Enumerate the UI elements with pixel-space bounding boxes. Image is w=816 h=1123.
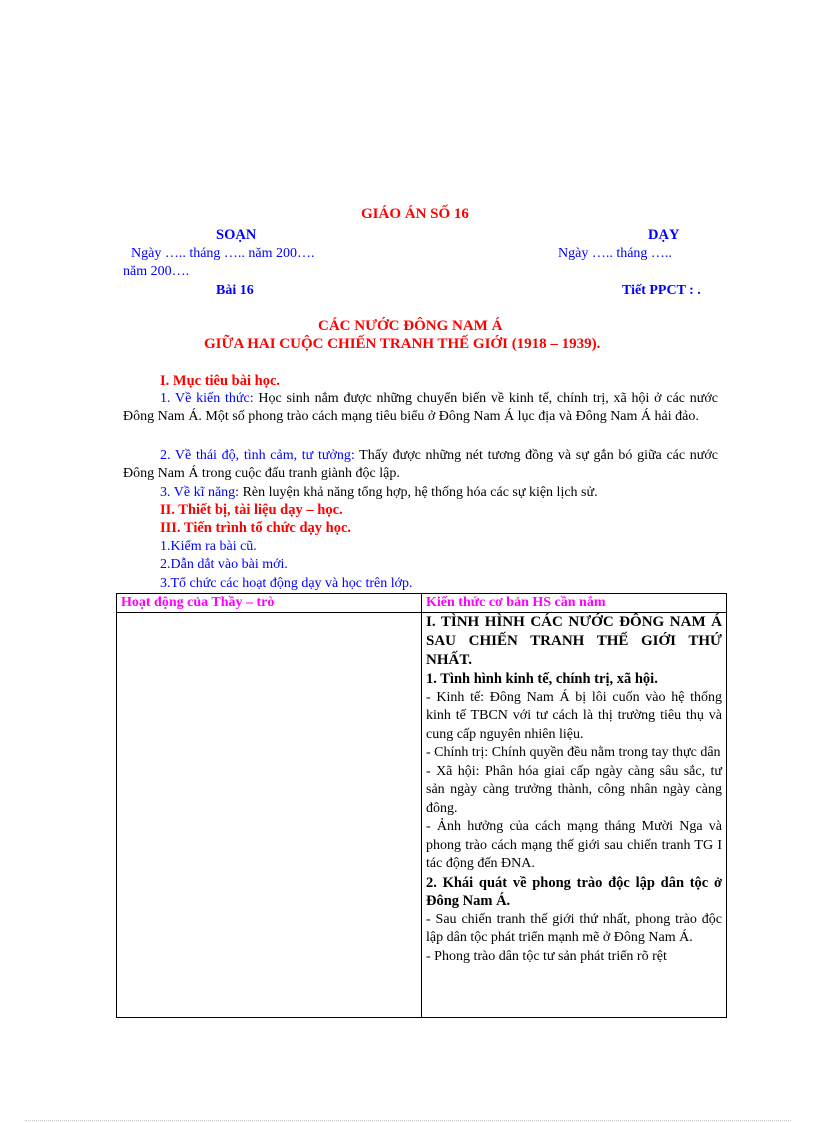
process-step-2: 2.Dẫn dắt vào bài mới. [160, 557, 288, 572]
objectives-heading: I. Mục tiêu bài học. [160, 373, 281, 389]
knowledge-label: 1. Về kiến thức: [160, 391, 254, 406]
politics-text: - Chính trị: Chính quyền đều nằm trong tay thực dân [426, 745, 721, 760]
process-step-1: 1.Kiểm ra bài cũ. [160, 539, 257, 554]
day-date-continued: năm 200…. [123, 264, 190, 279]
soan-date: Ngày ….. tháng ….. năm 200…. [131, 246, 315, 261]
economy-text: - Kinh tế: Đông Nam Á bị lôi cuốn vào hệ thống kinh tế TBCN với tư cách là thị trường tiêu thụ và cung cấp nguyên nhiên liệu. [426, 689, 722, 742]
table-content-row [117, 613, 727, 1018]
attitude-text: Thấy được những nét tương đồng và sự gắn bó giữa các nước Đông Nam Á trong cuộc đấu tranh giành độc lập. [123, 448, 718, 481]
period-number: Tiết PPCT : . [622, 283, 701, 298]
influence-text: - Ảnh hưởng của cách mạng tháng Mười Nga và phong trào cách mạng thế giới sau chiến tranh TG I tác động đến ĐNA. [426, 819, 722, 871]
basic-knowledge-cell [422, 613, 727, 1018]
page-title: GIÁO ÁN SỐ 16 [361, 206, 469, 222]
attitude-label: 2. Về thái độ, tình cảm, tư tưởng: [160, 448, 355, 463]
day-date: Ngày ….. tháng ….. [558, 246, 672, 261]
attitude-paragraph [123, 447, 718, 483]
knowledge-paragraph [123, 390, 718, 426]
lesson-title-line-1: CÁC NƯỚC ĐÔNG NAM Á [318, 318, 503, 334]
skills-paragraph [123, 484, 718, 502]
table-header-row [117, 594, 727, 613]
lesson-number: Bài 16 [216, 283, 254, 298]
subsection-2-title: 2. Khái quát về phong trào độc lập dân tộc ở Đông Nam Á. [426, 874, 722, 909]
process-step-3: 3.Tổ chức các hoạt động dạy và học trên lớp. [160, 576, 413, 591]
subsection-1-title: 1. Tình hình kinh tế, chính trị, xã hội. [426, 671, 658, 687]
equipment-heading: II. Thiết bị, tài liệu dạy – học. [160, 502, 343, 518]
basic-knowledge-header: Kiến thức cơ bản HS cần nắm [422, 594, 727, 613]
lesson-activity-table [116, 593, 727, 1018]
process-heading: III. Tiến trình tổ chức dạy học. [160, 520, 352, 536]
lesson-title-line-2: GIỮA HAI CUỘC CHIẾN TRANH THẾ GIỚI (1918 – 1939). [204, 336, 601, 352]
day-label: DẠY [648, 227, 680, 243]
society-text: - Xã hội: Phân hóa giai cấp ngày càng sâu sắc, tư sản ngày càng trưởng thành, công nhân ngày càng đông. [426, 763, 722, 816]
teacher-student-activity-cell [117, 613, 422, 1018]
after-war-text: - Sau chiến tranh thế giới thứ nhất, phong trào độc lập dân tộc phát triển mạnh mẽ ở Đông Nam Á. [426, 911, 722, 945]
skills-text: Rèn luyện khả năng tổng hợp, hệ thống hóa các sự kiện lịch sử. [239, 485, 598, 500]
skills-label: 3. Về kĩ năng: [160, 485, 240, 500]
section-title: I. TÌNH HÌNH CÁC NƯỚC ĐÔNG NAM Á SAU CHIẾN TRANH THẾ GIỚI THỨ NHẤT. [426, 614, 722, 668]
teacher-student-activity-header: Hoạt động của Thầy – trò [117, 594, 422, 613]
bourgeois-movement-text: - Phong trào dân tộc tư sản phát triển rõ rệt [426, 948, 667, 964]
soan-label: SOẠN [216, 227, 257, 243]
knowledge-text: Học sinh nắm được những chuyển biến về kinh tế, chính trị, xã hội ở các nước Đông Nam Á. Một số phong trào cách mạng tiêu biểu ở Đông Nam Á lục địa và Đông Nam Á hải đảo. [123, 391, 718, 424]
page-bottom-divider [25, 1120, 791, 1121]
